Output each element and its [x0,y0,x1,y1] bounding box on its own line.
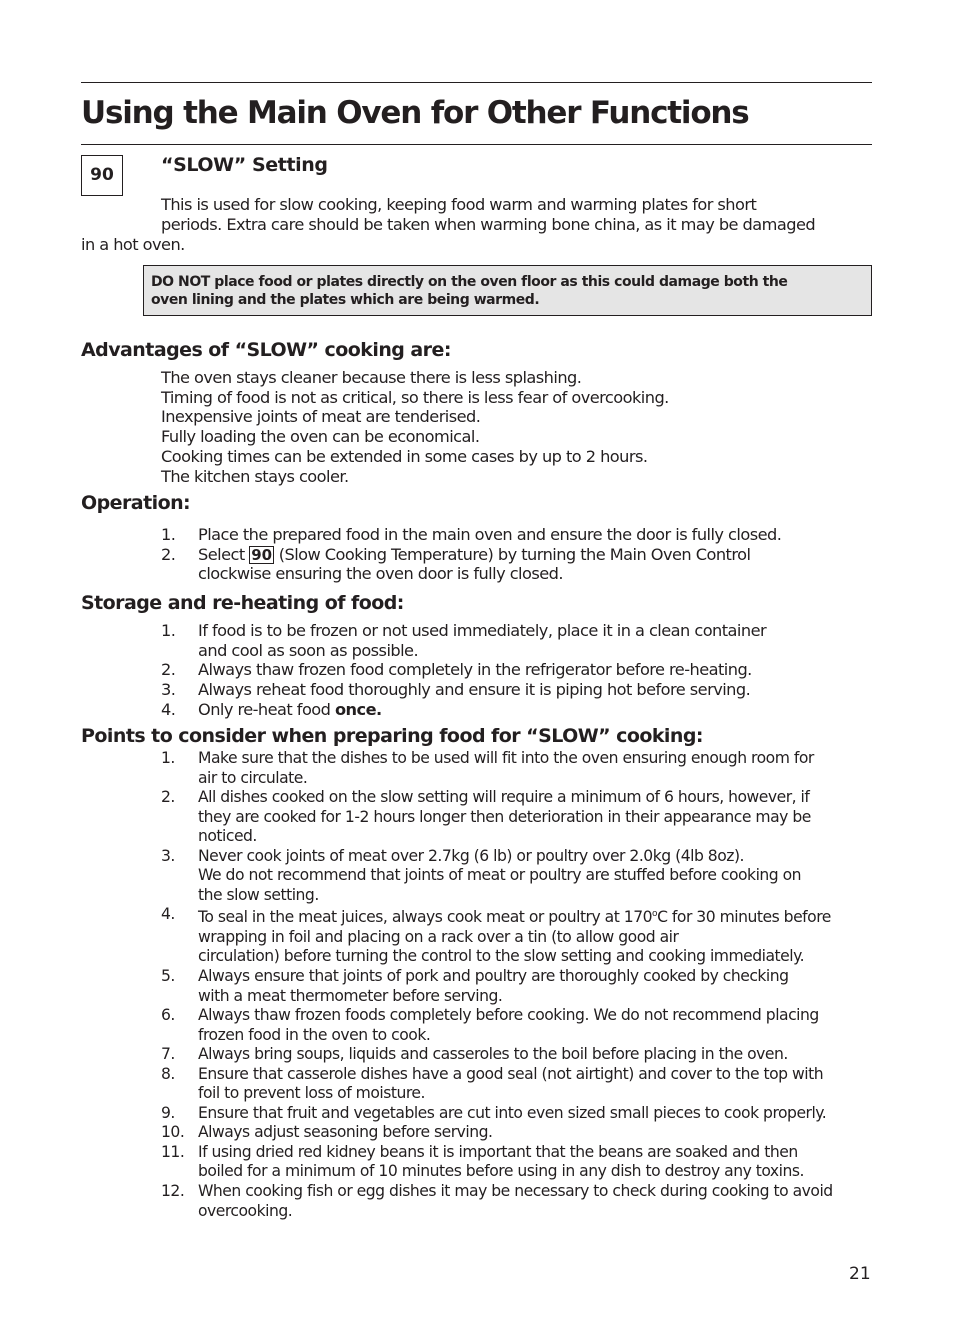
list-item [161,967,866,1006]
list-item: Cooking times can be extended in some cases by up to 2 hours. [161,446,648,466]
item-number: 2. [161,660,176,680]
page-title: Using the Main Oven for Other Functions [81,95,749,131]
item-number: 2. [161,788,175,807]
points-list [161,749,866,1221]
title-rule [81,144,872,145]
item-number: 7. [161,1045,175,1064]
item-line: We do not recommend that joints of meat or poultry are stuffed before cooking on [198,866,802,885]
item-line [198,905,866,928]
item-number: 1. [161,525,176,544]
item-number: 1. [161,621,176,640]
item-line: Always thaw frozen food completely in the refrigerator before re-heating. [198,660,752,680]
item-number: 4. [161,905,175,924]
operation-list [161,525,866,584]
item-line: Make sure that the dishes to be used will fit into the oven ensuring enough room for [198,749,814,767]
page-number: 21 [849,1264,871,1284]
item-number: 6. [161,1006,175,1025]
list-item [161,1123,866,1143]
item-line: overcooking. [198,1201,293,1220]
list-item [161,1143,866,1182]
item-line [198,700,866,720]
item-line [198,545,866,565]
list-item [161,1065,866,1104]
list-item [161,680,866,700]
item-line: Always ensure that joints of pork and poultry are thoroughly cooked by checking [198,967,789,986]
slow-setting-symbol: 90 [251,545,273,564]
storage-list [161,621,866,720]
list-item [161,1104,866,1124]
item-number: 8. [161,1064,175,1083]
item-line: clockwise ensuring the oven door is fully closed. [198,564,563,584]
item-number: 3. [161,680,176,700]
item-line: with a meat thermometer before serving. [198,986,503,1005]
item-number: 9. [161,1103,175,1122]
warning-line: DO NOT place food or plates directly on the oven floor as this could damage both the [151,274,788,290]
list-item [161,1182,866,1221]
item-line: Place the prepared food in the main oven and ensure the door is fully closed. [198,525,782,544]
item-number: 11. [161,1142,185,1161]
item-line: Always reheat food thoroughly and ensure it is piping hot before serving. [198,680,751,700]
intro-line: in a hot oven. [81,234,185,254]
item-number: 10. [161,1123,185,1142]
list-item [161,660,866,680]
list-item [161,545,866,584]
item-line: air to circulate. [198,768,308,787]
list-item [161,1006,866,1045]
list-item [161,749,866,788]
intro-line: This is used for slow cooking, keeping food warm and warming plates for short [161,195,757,214]
list-item [161,847,866,906]
item-emphasis: once. [334,699,382,719]
item-line: they are cooked for 1-2 hours longer then deterioration in their appearance may be [198,807,811,826]
advantages-list [161,368,669,486]
list-item: The oven stays cleaner because there is less splashing. [161,368,582,387]
item-line: Ensure that casserole dishes have a good seal (not airtight) and cover to the top with [198,1064,824,1083]
points-heading: Points to consider when preparing food for “SLOW” cooking: [81,725,703,747]
item-line: frozen food in the oven to cook. [198,1025,431,1044]
slow-setting-heading: “SLOW” Setting [161,154,328,176]
list-item [161,525,866,545]
list-item [161,905,866,967]
list-item [161,621,866,660]
item-line: the slow setting. [198,885,319,904]
item-line: circulation) before turning the control to the slow setting and cooking immediately. [198,947,805,966]
storage-heading: Storage and re-heating of food: [81,592,404,614]
item-number: 12. [161,1182,185,1201]
item-line: Ensure that fruit and vegetables are cut into even sized small pieces to cook properly. [198,1103,827,1122]
item-text: To seal in the meat juices, always cook meat or poultry at 170 [198,908,653,927]
item-line: All dishes cooked on the slow setting will require a minimum of 6 hours, however, if [198,788,810,807]
item-line: boiled for a minimum of 10 minutes before using in any dish to destroy any toxins. [198,1162,804,1181]
item-text: (Slow Cooking Temperature) by turning the Main Oven Control [274,544,751,564]
operation-heading: Operation: [81,492,191,514]
advantages-heading: Advantages of “SLOW” cooking are: [81,339,451,361]
list-item [161,1045,866,1065]
top-rule [81,82,872,83]
item-number: 4. [161,699,176,719]
item-line: Always adjust seasoning before serving. [198,1123,493,1142]
list-item: The kitchen stays cooler. [161,466,349,486]
item-number: 1. [161,749,175,767]
item-line: wrapping in foil and placing on a rack over a tin (to allow good air [198,927,679,946]
item-line: and cool as soon as possible. [198,640,419,660]
item-line: When cooking fish or egg dishes it may be necessary to check during cooking to avoid [198,1182,833,1201]
item-line: Always thaw frozen foods completely before cooking. We do not recommend placing [198,1006,819,1025]
item-line: foil to prevent loss of moisture. [198,1084,425,1103]
warning-box [143,265,872,316]
item-text: C for 30 minutes before [657,908,831,927]
item-line: Always bring soups, liquids and casseroles to the boil before placing in the oven. [198,1045,788,1064]
item-line: Never cook joints of meat over 2.7kg (6 lb) or poultry over 2.0kg (4lb 8oz). [198,846,744,865]
list-item: Fully loading the oven can be economical. [161,427,480,447]
slow-setting-badge: 90 [81,155,123,196]
item-number: 3. [161,846,175,865]
item-text: Select [198,544,250,564]
item-line: noticed. [198,827,257,846]
warning-line: oven lining and the plates which are being warmed. [151,291,540,308]
list-item [161,700,866,720]
item-line: If using dried red kidney beans it is important that the beans are soaked and then [198,1142,798,1161]
item-number: 2. [161,544,176,564]
list-item: Inexpensive joints of meat are tenderised. [161,407,481,427]
list-item [161,788,866,847]
item-number: 5. [161,967,175,986]
list-item: Timing of food is not as critical, so there is less fear of overcooking. [161,387,669,407]
item-text: Only re-heat food [198,699,335,719]
degree-symbol: o [652,909,658,920]
slow-setting-intro [81,195,871,254]
item-line: If food is to be frozen or not used immediately, place it in a clean container [198,621,767,640]
intro-line: periods. Extra care should be taken when warming bone china, as it may be damaged [161,214,816,234]
